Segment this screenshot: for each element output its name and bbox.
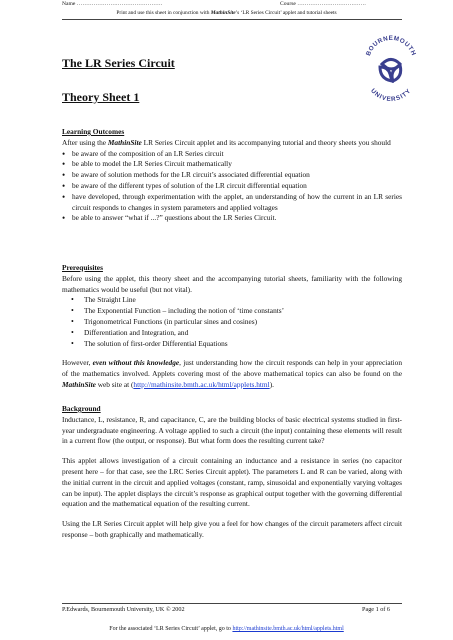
course-field: Course ………………………………. [280, 1, 366, 7]
list-item: • The Exponential Function – including the notion of ‘time constants’ [62, 306, 402, 317]
page-subtitle: Theory Sheet 1 [62, 90, 140, 104]
footer-note [0, 626, 453, 632]
svg-text:BOURNEMOUTH: BOURNEMOUTH [364, 35, 418, 57]
list-item: • be able to answer “what if ...?” questions about the LR Series Circuit. [62, 213, 402, 224]
prerequisites-intro: Before using the applet, this theory sheet and the accompanying tutorial sheets, familiarity with the following mathematics would be useful (but not vital). [62, 273, 402, 294]
svg-text:UNIVERSITY: UNIVERSITY [369, 87, 413, 104]
prerequisites-note: However, even without this knowledge, just understanding how the circuit responds can help in your appreciation of the mathematics involved. Applets covering most of the above mathematical topics can also be found on the MathinSite web site at (http://mathinsite.bmth.ac.uk/html/applets.html). [62, 358, 402, 389]
footer-author: P.Edwards, Bournemouth University, UK © 2002 [62, 606, 185, 613]
page-title: The LR Series Circuit [62, 56, 175, 70]
list-item: • be aware of the different types of solution of the LR circuit differential equation [62, 181, 402, 192]
background-heading: Background [62, 404, 101, 413]
prerequisites-heading: Prerequisites [62, 263, 103, 272]
list-item: • have developed, through experimentation with the applet, an understanding of how the current in an LR series circuit responds to changes in system parameters and applied voltages [62, 192, 402, 214]
list-item: • The solution of first-order Differential Equations [62, 339, 402, 350]
applets-link[interactable]: http://mathinsite.bmth.ac.uk/html/applets.html [133, 379, 270, 389]
mathinsite-brand: MathinSite [62, 379, 96, 389]
list-item: • The Straight Line [62, 295, 402, 306]
background-para-2: This applet allows investigation of a circuit containing an inductance and a resistance in series (no capacitor present here – for that case, see the LRC Series Circuit applet). The parameters L and R can be varied, along with the initial current in the circuit and applied voltages (constant, ramp, sinusoidal and exponentially varying voltages can be input). The applet displays the circuit’s response as graphical output together with the governing differential equation and the mathematical equation of the resulting current. [62, 456, 402, 509]
learning-outcomes-intro: After using the MathinSite LR Series Circuit applet and its accompanying tutorial and theory sheets you should [62, 137, 391, 147]
learning-outcomes-section [62, 127, 402, 224]
list-item: • Trigonometrical Functions (in particular sines and cosines) [62, 317, 402, 328]
emphasis-text: even without this knowledge [92, 358, 180, 368]
footer-applets-link[interactable]: http://mathinsite.bmth.ac.uk/html/applets.html [232, 626, 344, 632]
footer-rule [62, 603, 402, 604]
background-para-3: Using the LR Series Circuit applet will help give you a feel for how changes of the circuit parameters affect circuit response – both graphically and mathematically. [62, 519, 402, 539]
header-brand: MathinSite [210, 10, 236, 16]
learning-outcomes-list [62, 149, 402, 225]
list-item: • Differentiation and Integration, and [62, 328, 402, 339]
university-logo [362, 32, 420, 116]
header-subtitle-pre: Print and use this sheet in conjunction with [116, 10, 211, 16]
footer-note-text: For the associated ‘LR Series Circuit’ applet, go to [109, 626, 233, 632]
list-item: • be able to model the LR Series Circuit mathematically [62, 159, 402, 170]
background-section [62, 404, 402, 541]
page-number: Page 1 of 6 [362, 606, 391, 613]
name-field: Name ………………………………………. [62, 1, 163, 7]
prerequisites-list [62, 295, 402, 349]
header-subtitle-post: ’s ‘LR Series Circuit’ applet and tutorial sheets [235, 10, 337, 16]
prerequisites-section [62, 263, 402, 391]
background-para-1: Inductance, L, resistance, R, and capacitance, C, are the building blocks of basic electrical systems studied in first-year undergraduate engineering. A voltage applied to such a circuit (the input) containing these elements will result in a current flow (the output, or response). But what form does the resulting current take? [62, 414, 402, 446]
header-rule [62, 19, 402, 20]
mathinsite-brand: MathinSite [107, 137, 142, 147]
list-item: • be aware of solution methods for the LR circuit’s associated differential equation [62, 170, 402, 181]
list-item: • be aware of the composition of an LR Series circuit [62, 149, 402, 160]
name-course-line [62, 1, 392, 7]
header-subtitle [0, 10, 453, 16]
learning-outcomes-heading: Learning Outcomes [62, 127, 125, 136]
